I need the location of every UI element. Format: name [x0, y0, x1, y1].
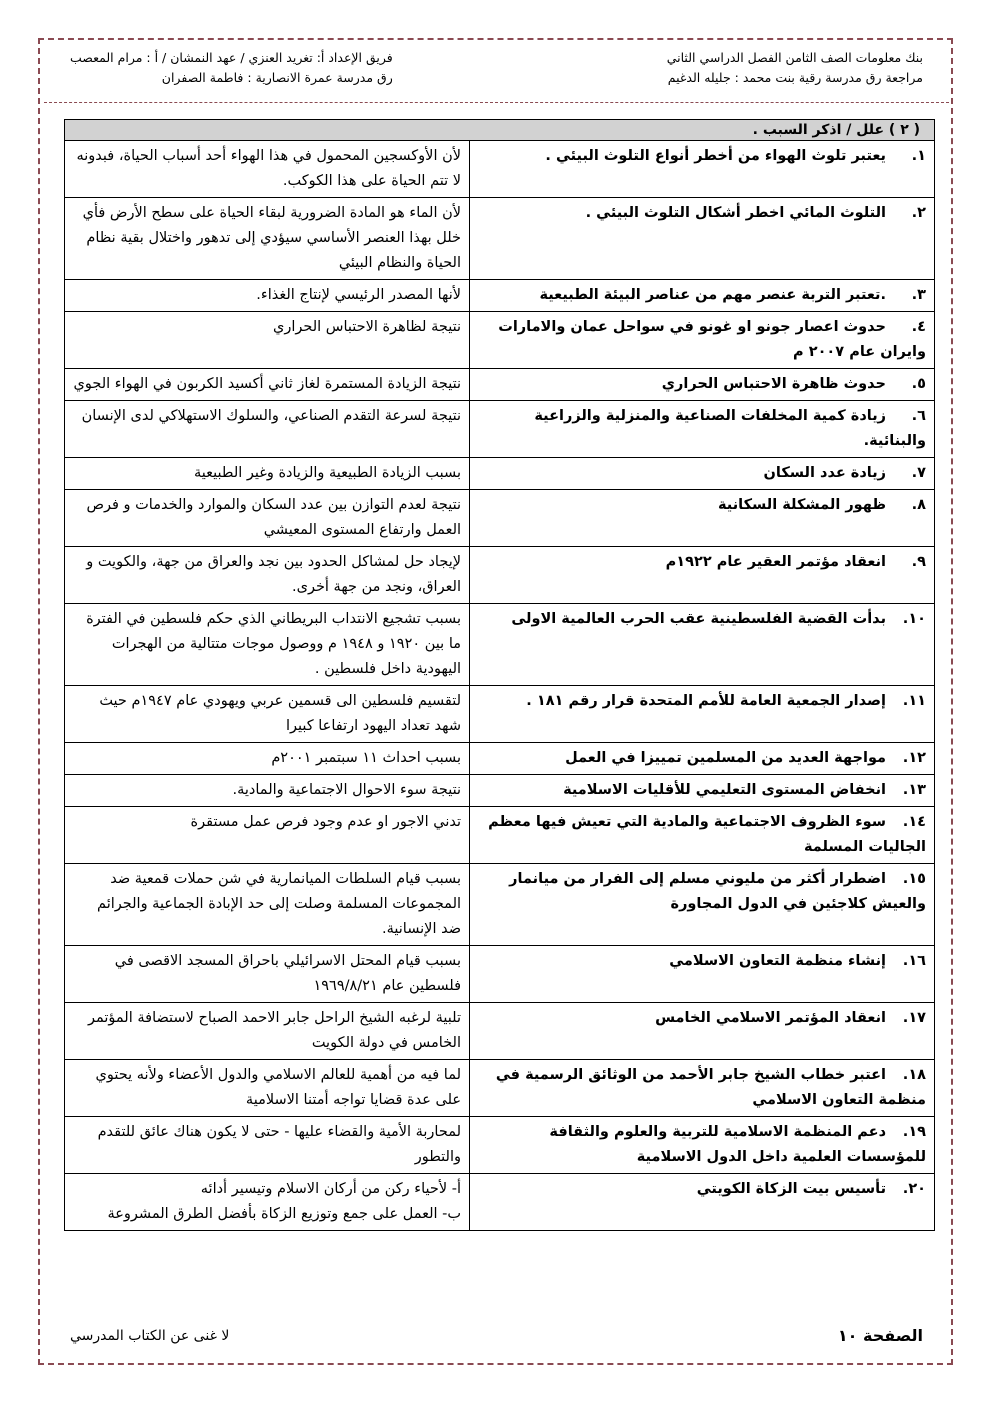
page-number: الصفحة ١٠: [837, 1326, 923, 1345]
question-number: ١٩.: [902, 1124, 927, 1140]
answer-cell: نتيجة لعدم التوازن بين عدد السكان والموارد والخدمات و فرص العمل وارتفاع المستوى المعيشي: [65, 490, 470, 547]
question-cell: [470, 141, 935, 198]
question-text: .تعتبر التربة عنصر مهم من عناصر البيئة الطبيعية: [539, 287, 887, 303]
question-cell: [470, 1117, 935, 1174]
table-row: [65, 1060, 935, 1117]
table-row: [65, 1003, 935, 1060]
question-number: ١٥.: [902, 871, 927, 887]
answer-cell: أ- لأحياء ركن من أركان الاسلام وتيسير أدائه ب- العمل على جمع وتوزيع الزكاة بأفضل الطرق المشروعة: [65, 1174, 470, 1231]
question-cell: [470, 547, 935, 604]
answer-cell: لأنها المصدر الرئيسي لإنتاج الغذاء.: [65, 280, 470, 312]
question-text: إنشاء منظمة التعاون الاسلامي: [669, 953, 887, 969]
question-number: ٦.: [911, 408, 927, 424]
question-text: انعقاد المؤتمر الاسلامي الخامس: [655, 1010, 887, 1026]
answer-cell: بسبب احداث ١١ سبتمبر ٢٠٠١م: [65, 743, 470, 775]
question-text: مواجهة العديد من المسلمين تمييزا في العمل: [565, 750, 887, 766]
question-cell: [470, 312, 935, 369]
question-cell: [470, 686, 935, 743]
question-number: ١٤.: [902, 814, 927, 830]
question-number: ١.: [911, 148, 927, 164]
question-text: إصدار الجمعية العامة للأمم المتحدة قرار رقم ١٨١ .: [526, 693, 887, 709]
header-team: فريق الإعداد أ: تغريد العنزي / عهد النمشان / أ : مرام المعصب: [70, 50, 393, 65]
answer-cell: بسبب قيام السلطات الميانمارية في شن حملات قمعية ضد المجموعات المسلمة وصلت إلى حد الإبادة الجماعية والجرائم ضد الإنسانية.: [65, 864, 470, 946]
question-number: ١٢.: [902, 750, 927, 766]
header-right-block: [667, 48, 923, 88]
table-row: [65, 369, 935, 401]
answer-cell: تدني الاجور او عدم وجود فرص عمل مستقرة: [65, 807, 470, 864]
footer-note: لا غنى عن الكتاب المدرسي: [70, 1328, 230, 1344]
table-row: [65, 401, 935, 458]
header-left-block: [70, 48, 393, 88]
question-text: انعقاد مؤتمر العقير عام ١٩٢٢م: [665, 554, 887, 570]
answer-cell: نتيجة لظاهرة الاحتباس الحراري: [65, 312, 470, 369]
question-number: ٢٠.: [902, 1181, 927, 1197]
header-divider: [44, 102, 949, 103]
answer-cell: بسبب قيام المحتل الاسرائيلي باحراق المسجد الاقصى في فلسطين عام ١٩٦٩/٨/٢١: [65, 946, 470, 1003]
table-row: [65, 1117, 935, 1174]
question-text: تأسيس بيت الزكاة الكويتي: [696, 1181, 887, 1197]
answer-cell: لتقسيم فلسطين الى قسمين عربي ويهودي عام ١٩٤٧م حيث شهد تعداد اليهود ارتفاعا كبيرا: [65, 686, 470, 743]
table-row: [65, 686, 935, 743]
question-number: ٥.: [911, 376, 927, 392]
question-text: حدوث اعصار جونو او غونو في سواحل عمان والامارات وايران عام ٢٠٠٧ م: [498, 319, 927, 360]
header-title: بنك معلومات الصف الثامن الفصل الدراسي الثاني: [666, 50, 923, 65]
question-cell: [470, 807, 935, 864]
question-number: ٣.: [911, 287, 927, 303]
header-school: رق مدرسة عمرة الانصارية : فاطمة الصفران: [161, 70, 393, 85]
question-cell: [470, 458, 935, 490]
question-number: ١٦.: [902, 953, 927, 969]
question-number: ٤.: [911, 319, 927, 335]
question-cell: [470, 946, 935, 1003]
table-row: [65, 864, 935, 946]
table-row: [65, 807, 935, 864]
answer-cell: بسبب تشجيع الانتداب البريطاني الذي حكم فلسطين في الفترة ما بين ١٩٢٠ و ١٩٤٨ م ووصول موجات متتالية من الهجرات اليهودية داخل فلسطين .: [65, 604, 470, 686]
question-number: ١٣.: [902, 782, 927, 798]
question-cell: [470, 864, 935, 946]
header-review: مراجعة رق مدرسة رقية بنت محمد : جليله الدغيم: [667, 70, 923, 85]
page-footer: [70, 1326, 923, 1350]
table-row: [65, 946, 935, 1003]
table-row: [65, 604, 935, 686]
question-text: التلوث المائي اخطر أشكال التلوث البيئي .: [585, 205, 887, 221]
questions-table: [64, 119, 935, 1231]
question-cell: [470, 369, 935, 401]
answer-cell: بسبب الزيادة الطبيعية والزيادة وغير الطبيعية: [65, 458, 470, 490]
question-number: ٢.: [911, 205, 927, 221]
answer-cell: لأن الأوكسجين المحمول في هذا الهواء أحد أسباب الحياة، فبدونه لا تتم الحياة على هذا الكوكب.: [65, 141, 470, 198]
page-header: [70, 48, 923, 96]
question-cell: [470, 775, 935, 807]
question-text: ظهور المشكلة السكانية: [718, 497, 887, 513]
question-text: بدأت القضية الفلسطينية عقب الحرب العالمية الاولى: [511, 611, 887, 627]
question-number: ١٨.: [902, 1067, 927, 1083]
question-cell: [470, 1003, 935, 1060]
answer-cell: لأن الماء هو المادة الضرورية لبقاء الحياة على سطح الأرض فأي خلل بهذا العنصر الأساسي سيؤدي إلى تدهور واختلال بقية نظام الحياة والنظام البيئي: [65, 198, 470, 280]
question-text: يعتبر تلوث الهواء من أخطر أنواع التلوث البيئي .: [545, 148, 887, 164]
question-number: ١٠.: [902, 611, 927, 627]
table-row: [65, 458, 935, 490]
section-header-row: [65, 120, 935, 141]
answer-cell: لمحاربة الأمية والقضاء عليها - حتى لا يكون هناك عائق للتقدم والتطور: [65, 1117, 470, 1174]
question-cell: [470, 198, 935, 280]
question-text: دعم المنظمة الاسلامية للتربية والعلوم والثقافة للمؤسسات العلمية داخل الدول الاسلامية: [549, 1124, 927, 1165]
question-cell: [470, 1060, 935, 1117]
question-cell: [470, 743, 935, 775]
table-row: [65, 1174, 935, 1231]
question-text: حدوث ظاهرة الاحتباس الحراري: [661, 376, 887, 392]
question-number: ٧.: [911, 465, 927, 481]
answer-cell: لما فيه من أهمية للعالم الاسلامي والدول الأعضاء ولأنه يحتوي على عدة قضايا تواجه أمتنا الاسلامية: [65, 1060, 470, 1117]
question-cell: [470, 604, 935, 686]
question-cell: [470, 401, 935, 458]
question-number: ١١.: [902, 693, 927, 709]
table-row: [65, 141, 935, 198]
question-cell: [470, 1174, 935, 1231]
answer-cell: نتيجة سوء الاحوال الاجتماعية والمادية.: [65, 775, 470, 807]
table-row: [65, 547, 935, 604]
table-row: [65, 280, 935, 312]
section-title: ( ٢ ) علل / اذكر السبب .: [65, 120, 935, 141]
question-cell: [470, 280, 935, 312]
question-text: اضطرار أكثر من مليوني مسلم إلى الفرار من ميانمار والعيش كلاجئين في الدول المجاورة: [509, 871, 927, 912]
question-number: ٨.: [911, 497, 927, 513]
table-row: [65, 312, 935, 369]
question-text: زيادة عدد السكان: [763, 465, 887, 481]
question-number: ١٧.: [902, 1010, 927, 1026]
answer-cell: نتيجة لسرعة التقدم الصناعي، والسلوك الاستهلاكي لدى الإنسان: [65, 401, 470, 458]
table-row: [65, 775, 935, 807]
question-text: اعتبر خطاب الشيخ جابر الأحمد من الوثائق الرسمية في منظمة التعاون الاسلامي: [495, 1067, 927, 1108]
table-row: [65, 490, 935, 547]
question-number: ٩.: [911, 554, 927, 570]
answer-cell: نتيجة الزيادة المستمرة لغاز ثاني أكسيد الكربون في الهواء الجوي: [65, 369, 470, 401]
question-text: سوء الظروف الاجتماعية والمادية التي تعيش فيها معظم الجاليات المسلمة: [488, 814, 927, 855]
question-text: زيادة كمية المخلفات الصناعية والمنزلية والزراعية والبنائية.: [534, 408, 927, 449]
question-text: انخفاض المستوى التعليمي للأقليات الاسلامية: [563, 782, 887, 798]
table-row: [65, 743, 935, 775]
answer-cell: لإيجاد حل لمشاكل الحدود بين نجد والعراق من جهة، والكويت و العراق، ونجد من جهة أخرى.: [65, 547, 470, 604]
question-cell: [470, 490, 935, 547]
table-row: [65, 198, 935, 280]
answer-cell: تلبية لرغبه الشيخ الراحل جابر الاحمد الصباح لاستضافة المؤتمر الخامس في دولة الكويت: [65, 1003, 470, 1060]
